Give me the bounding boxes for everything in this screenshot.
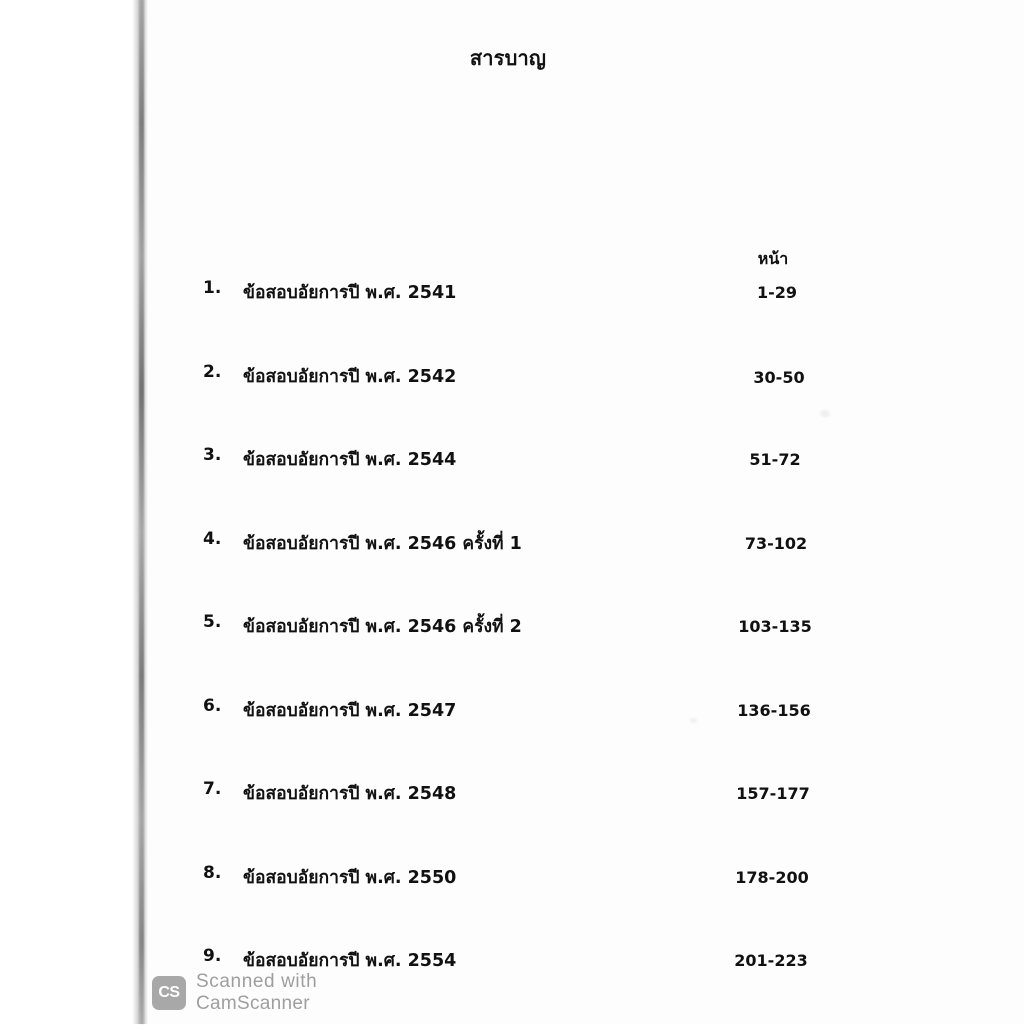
watermark-line-2: CamScanner: [196, 992, 310, 1014]
toc-entry-label: ข้อสอบอัยการปี พ.ศ. 2542: [243, 366, 457, 387]
toc-entry-pages: 157-177: [736, 784, 810, 803]
toc-entry-pages: 30-50: [753, 367, 805, 387]
table-of-contents: [148, 278, 1024, 1030]
toc-entry: [148, 696, 1024, 780]
page-column-header: หน้า: [757, 249, 789, 268]
toc-entry-label: ข้อสอบอัยการปี พ.ศ. 2546 ครั้งที่ 2: [243, 617, 522, 637]
toc-entry-number: 1.: [203, 278, 222, 298]
toc-entry-number: 8.: [203, 862, 222, 883]
toc-entry-pages: 136-156: [737, 700, 811, 720]
toc-entry-number: 5.: [203, 612, 222, 632]
toc-entry: [148, 779, 1024, 863]
toc-entry-number: 4.: [203, 528, 222, 549]
toc-entry-label: ข้อสอบอัยการปี พ.ศ. 2554: [243, 951, 457, 971]
camscanner-logo-icon: CS: [152, 976, 186, 1010]
toc-entry-pages: 178-200: [735, 867, 809, 887]
toc-entry-label: ข้อสอบอัยการปี พ.ศ. 2547: [243, 700, 457, 721]
toc-entry-label: ข้อสอบอัยการปี พ.ศ. 2546 ครั้งที่ 1: [243, 533, 522, 554]
toc-entry: [148, 362, 1024, 446]
toc-entry-pages: 201-223: [734, 951, 808, 970]
toc-entry-pages: 1-29: [756, 283, 798, 302]
toc-entry-number: 9.: [203, 946, 222, 966]
toc-entry-number: 2.: [203, 361, 222, 382]
camscanner-watermark-text: [196, 971, 317, 1014]
toc-entry-number: 6.: [203, 695, 222, 716]
toc-entry: [148, 612, 1024, 696]
toc-entry-label: ข้อสอบอัยการปี พ.ศ. 2548: [243, 784, 457, 804]
toc-entry-pages: 103-135: [738, 617, 812, 636]
page-spine-edge: [139, 0, 144, 1024]
camscanner-watermark: [152, 971, 317, 1014]
toc-entry-number: 7.: [203, 779, 222, 799]
toc-entry: [148, 278, 1024, 362]
toc-entry-label: ข้อสอบอัยการปี พ.ศ. 2544: [243, 450, 457, 470]
page-title: สารบาญ: [469, 46, 547, 70]
toc-entry: [148, 529, 1024, 613]
toc-entry-pages: 73-102: [744, 533, 808, 553]
document-body: [148, 0, 1024, 1024]
watermark-line-1: Scanned with: [196, 971, 318, 993]
scan-gutter: [0, 0, 148, 1024]
toc-entry-pages: 51-72: [749, 450, 801, 469]
toc-entry-label: ข้อสอบอัยการปี พ.ศ. 2541: [243, 283, 457, 303]
toc-entry: [148, 445, 1024, 529]
toc-entry: [148, 863, 1024, 947]
toc-entry-number: 3.: [203, 445, 222, 465]
toc-entry-label: ข้อสอบอัยการปี พ.ศ. 2550: [243, 867, 457, 888]
